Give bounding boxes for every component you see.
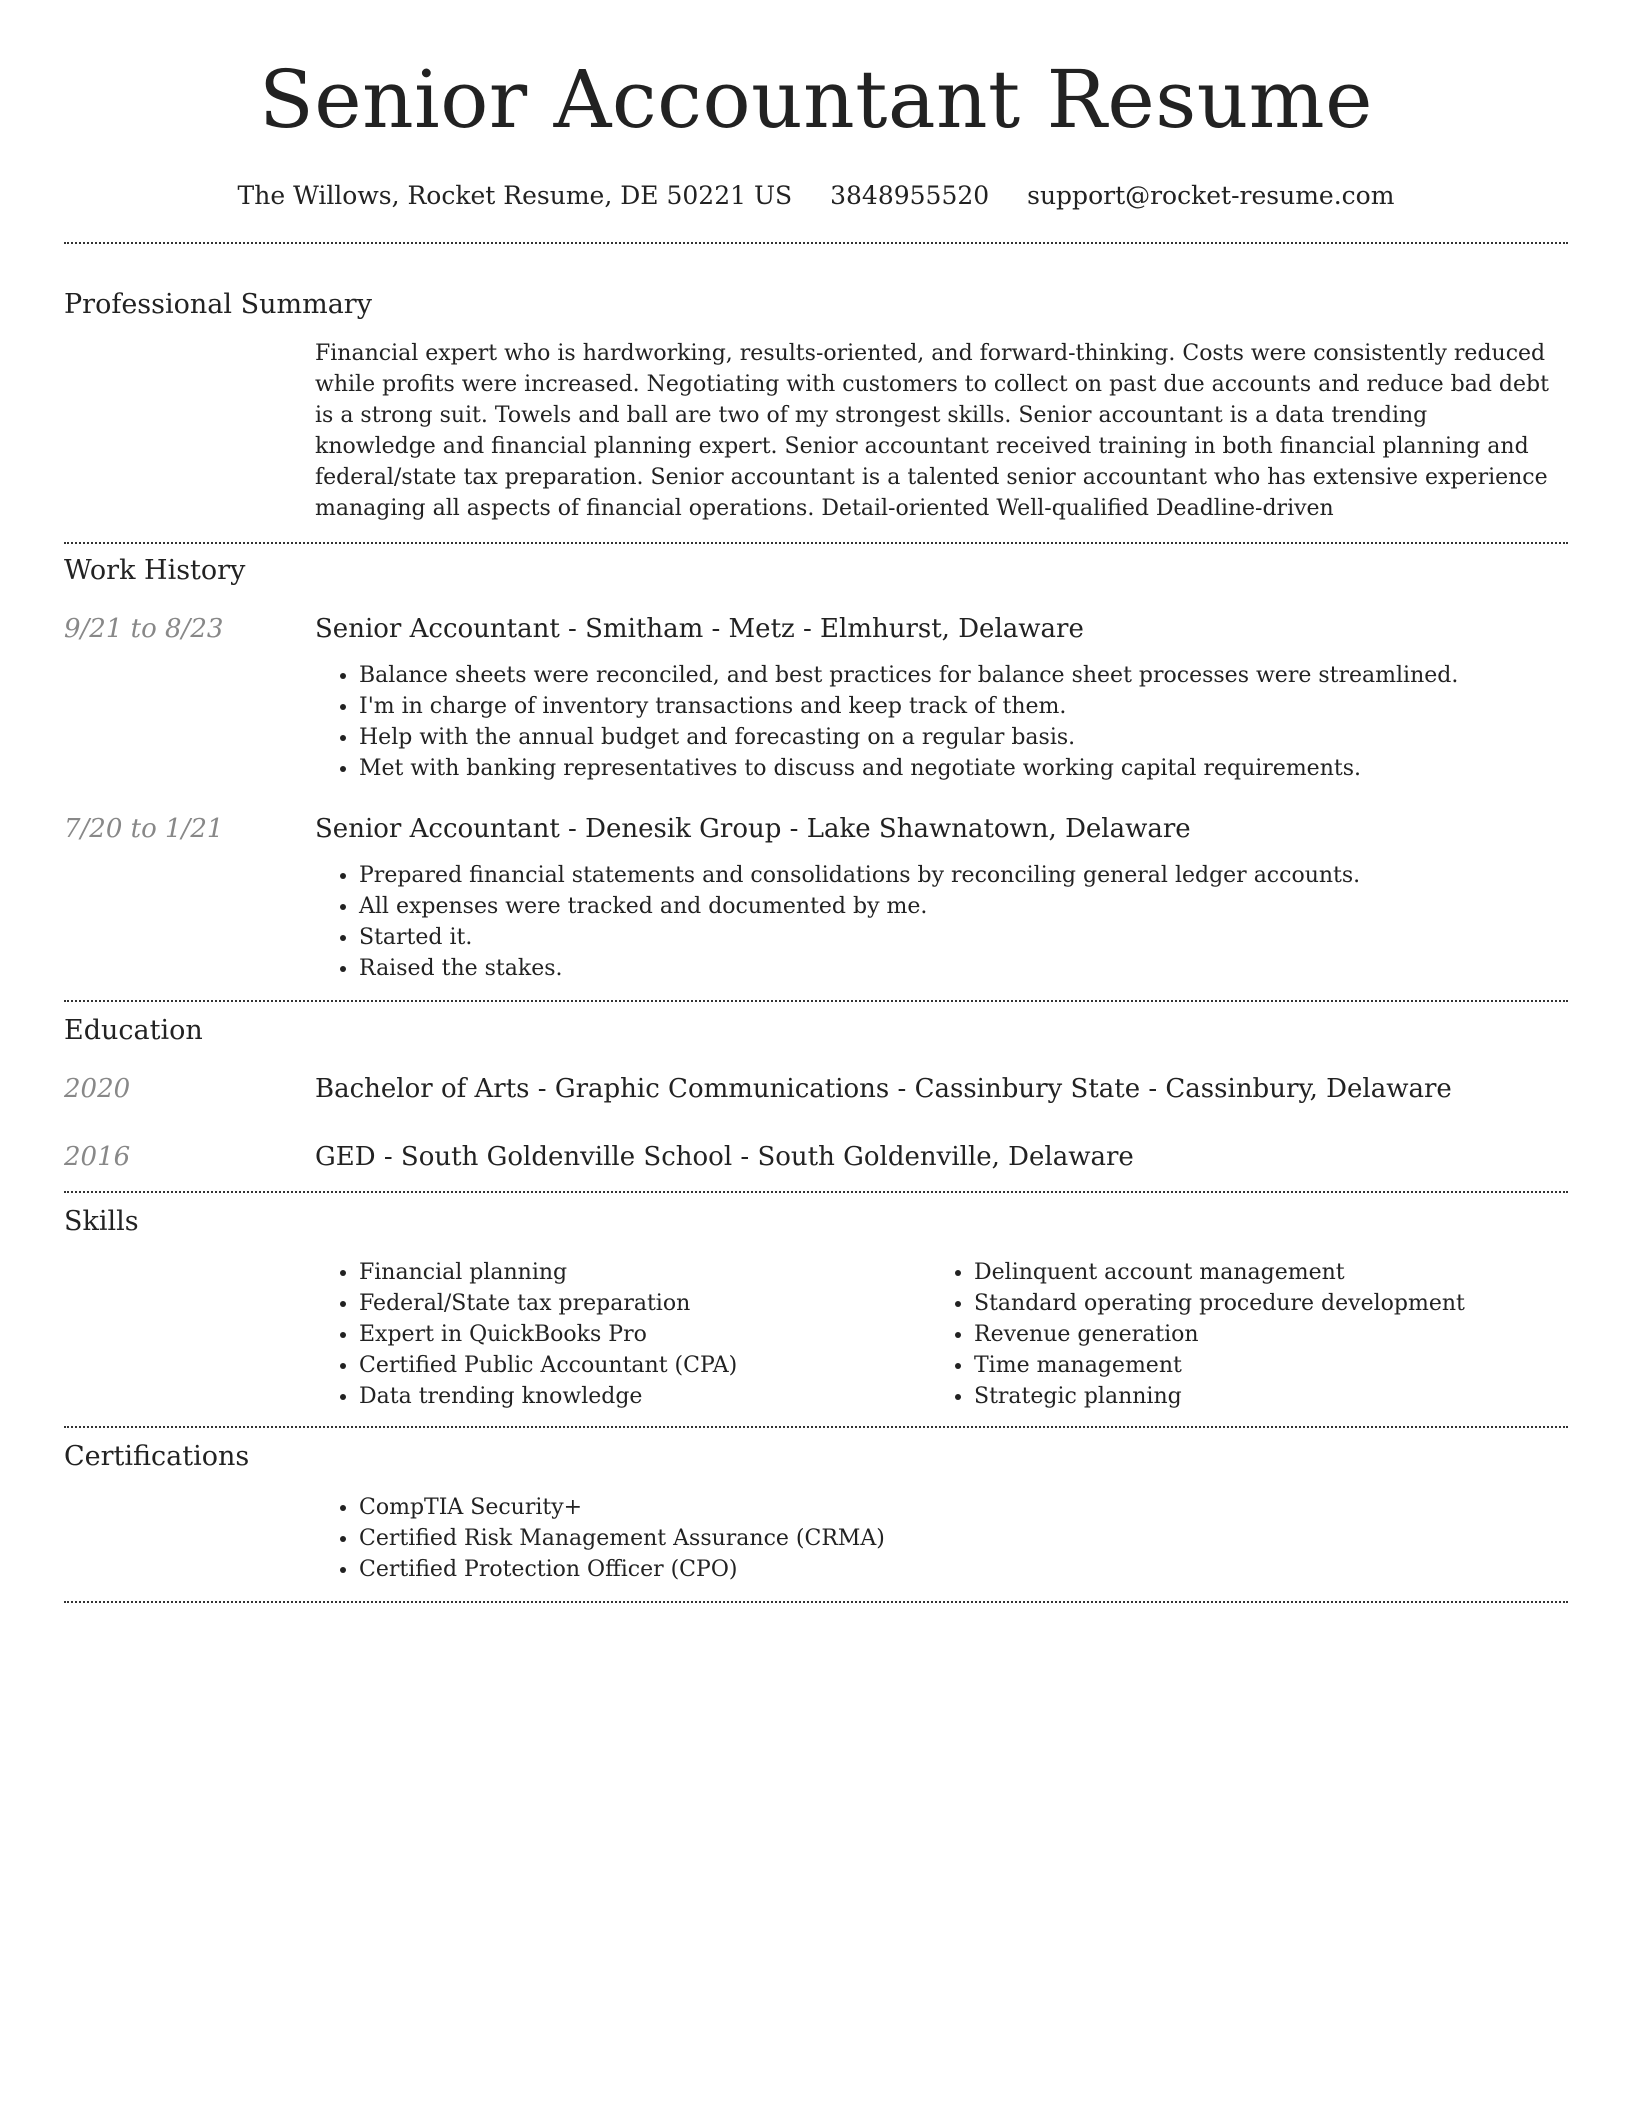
section-heading-summary: Professional Summary: [64, 289, 372, 320]
education-entry: [64, 1072, 1568, 1106]
list-item: • Strategic planning: [974, 1381, 1545, 1412]
section-heading-work-history: Work History: [64, 555, 246, 586]
education-degree: Bachelor of Arts - Graphic Communications: [315, 1074, 890, 1104]
list-item: • Met with banking representatives to discuss and negotiate working capital requirements.: [359, 753, 1568, 784]
divider: [64, 242, 1568, 244]
contact-phone[interactable]: 3848955520: [830, 181, 990, 210]
skills-section: [64, 1205, 1568, 1412]
divider: [64, 1000, 1568, 1002]
contact-email[interactable]: support@rocket-resume.com: [1027, 181, 1395, 210]
education-entry: [64, 1140, 1568, 1174]
job-title: Senior Accountant: [315, 614, 560, 644]
list-item: • Certified Protection Officer (CPO): [359, 1554, 1568, 1585]
job-entry: [64, 612, 1568, 784]
job-title: Senior Accountant: [315, 814, 560, 844]
section-heading-education: Education: [64, 1015, 203, 1046]
contact-address: The Willows, Rocket Resume, DE 50221 US: [237, 181, 793, 210]
list-item: • Prepared financial statements and consolidations by reconciling general ledger accounts.: [359, 860, 1568, 891]
contact-line: [64, 180, 1568, 212]
job-bullets: [315, 660, 1568, 784]
job-bullets: [315, 860, 1568, 984]
job-entry: [64, 812, 1568, 984]
education-heading: [315, 1072, 1568, 1106]
list-item: • Data trending knowledge: [359, 1381, 930, 1412]
certifications-section: [64, 1440, 1568, 1585]
job-heading: [315, 612, 1568, 646]
list-item: • All expenses were tracked and documented by me.: [359, 891, 1568, 922]
list-item: • Raised the stakes.: [359, 953, 1568, 984]
resume-page: [64, 0, 1568, 1603]
certifications-list: [315, 1492, 1568, 1585]
list-item: • Revenue generation: [974, 1319, 1545, 1350]
list-item: • Certified Public Accountant (CPA): [359, 1350, 930, 1381]
work-history-section: [64, 554, 1568, 984]
resume-title: Senior Accountant Resume: [259, 53, 1373, 146]
section-heading-skills: Skills: [64, 1206, 139, 1237]
divider: [64, 1601, 1568, 1603]
list-item: • Balance sheets were reconciled, and best practices for balance sheet processes were streamlined.: [359, 660, 1568, 691]
education-heading: [315, 1140, 1568, 1174]
list-item: • Standard operating procedure development: [974, 1288, 1545, 1319]
list-item: • Time management: [974, 1350, 1545, 1381]
list-item: • Expert in QuickBooks Pro: [359, 1319, 930, 1350]
education-year: 2016: [64, 1142, 131, 1172]
list-item: • Certified Risk Management Assurance (CRMA): [359, 1523, 1568, 1554]
job-details: - Smitham - Metz - Elmhurst, Delaware: [559, 614, 1084, 644]
section-heading-certifications: Certifications: [64, 1441, 250, 1472]
summary-text: Financial expert who is hardworking, results-oriented, and forward-thinking. Costs were consistently reduced while profits were increased. Negotiating with customers to collect on past due accounts and reduce bad debt is a strong suit. Towels and ball are two of my strongest skills. Senior accountant is a data trending knowledge and financial planning expert. Senior accountant received training in both financial planning and federal/state tax preparation. Senior accountant is a talented senior accountant who has extensive experience managing all aspects of financial operations. Detail-oriented Well-qualified Deadline-driven: [315, 341, 1549, 521]
job-dates: 7/20 to 1/21: [64, 814, 224, 844]
summary-section: [64, 288, 1568, 524]
list-item: • Help with the annual budget and forecasting on a regular basis.: [359, 722, 1568, 753]
divider: [64, 1191, 1568, 1193]
list-item: • Financial planning: [359, 1257, 930, 1288]
skills-column-right: [930, 1257, 1545, 1412]
list-item: • Federal/State tax preparation: [359, 1288, 930, 1319]
job-dates: 9/21 to 8/23: [64, 614, 224, 644]
list-item: • CompTIA Security+: [359, 1492, 1568, 1523]
divider: [64, 542, 1568, 544]
list-item: • Delinquent account management: [974, 1257, 1545, 1288]
education-details: - South Goldenville School - South Goldenville, Delaware: [375, 1142, 1134, 1172]
education-year: 2020: [64, 1074, 131, 1104]
list-item: • I'm in charge of inventory transactions and keep track of them.: [359, 691, 1568, 722]
education-degree: GED: [315, 1142, 376, 1172]
skills-column-left: [315, 1257, 930, 1412]
divider: [64, 1426, 1568, 1428]
job-details: - Denesik Group - Lake Shawnatown, Delaware: [559, 814, 1191, 844]
job-heading: [315, 812, 1568, 846]
education-section: [64, 1014, 1568, 1174]
education-details: - Cassinbury State - Cassinbury, Delaware: [889, 1074, 1452, 1104]
list-item: • Started it.: [359, 922, 1568, 953]
